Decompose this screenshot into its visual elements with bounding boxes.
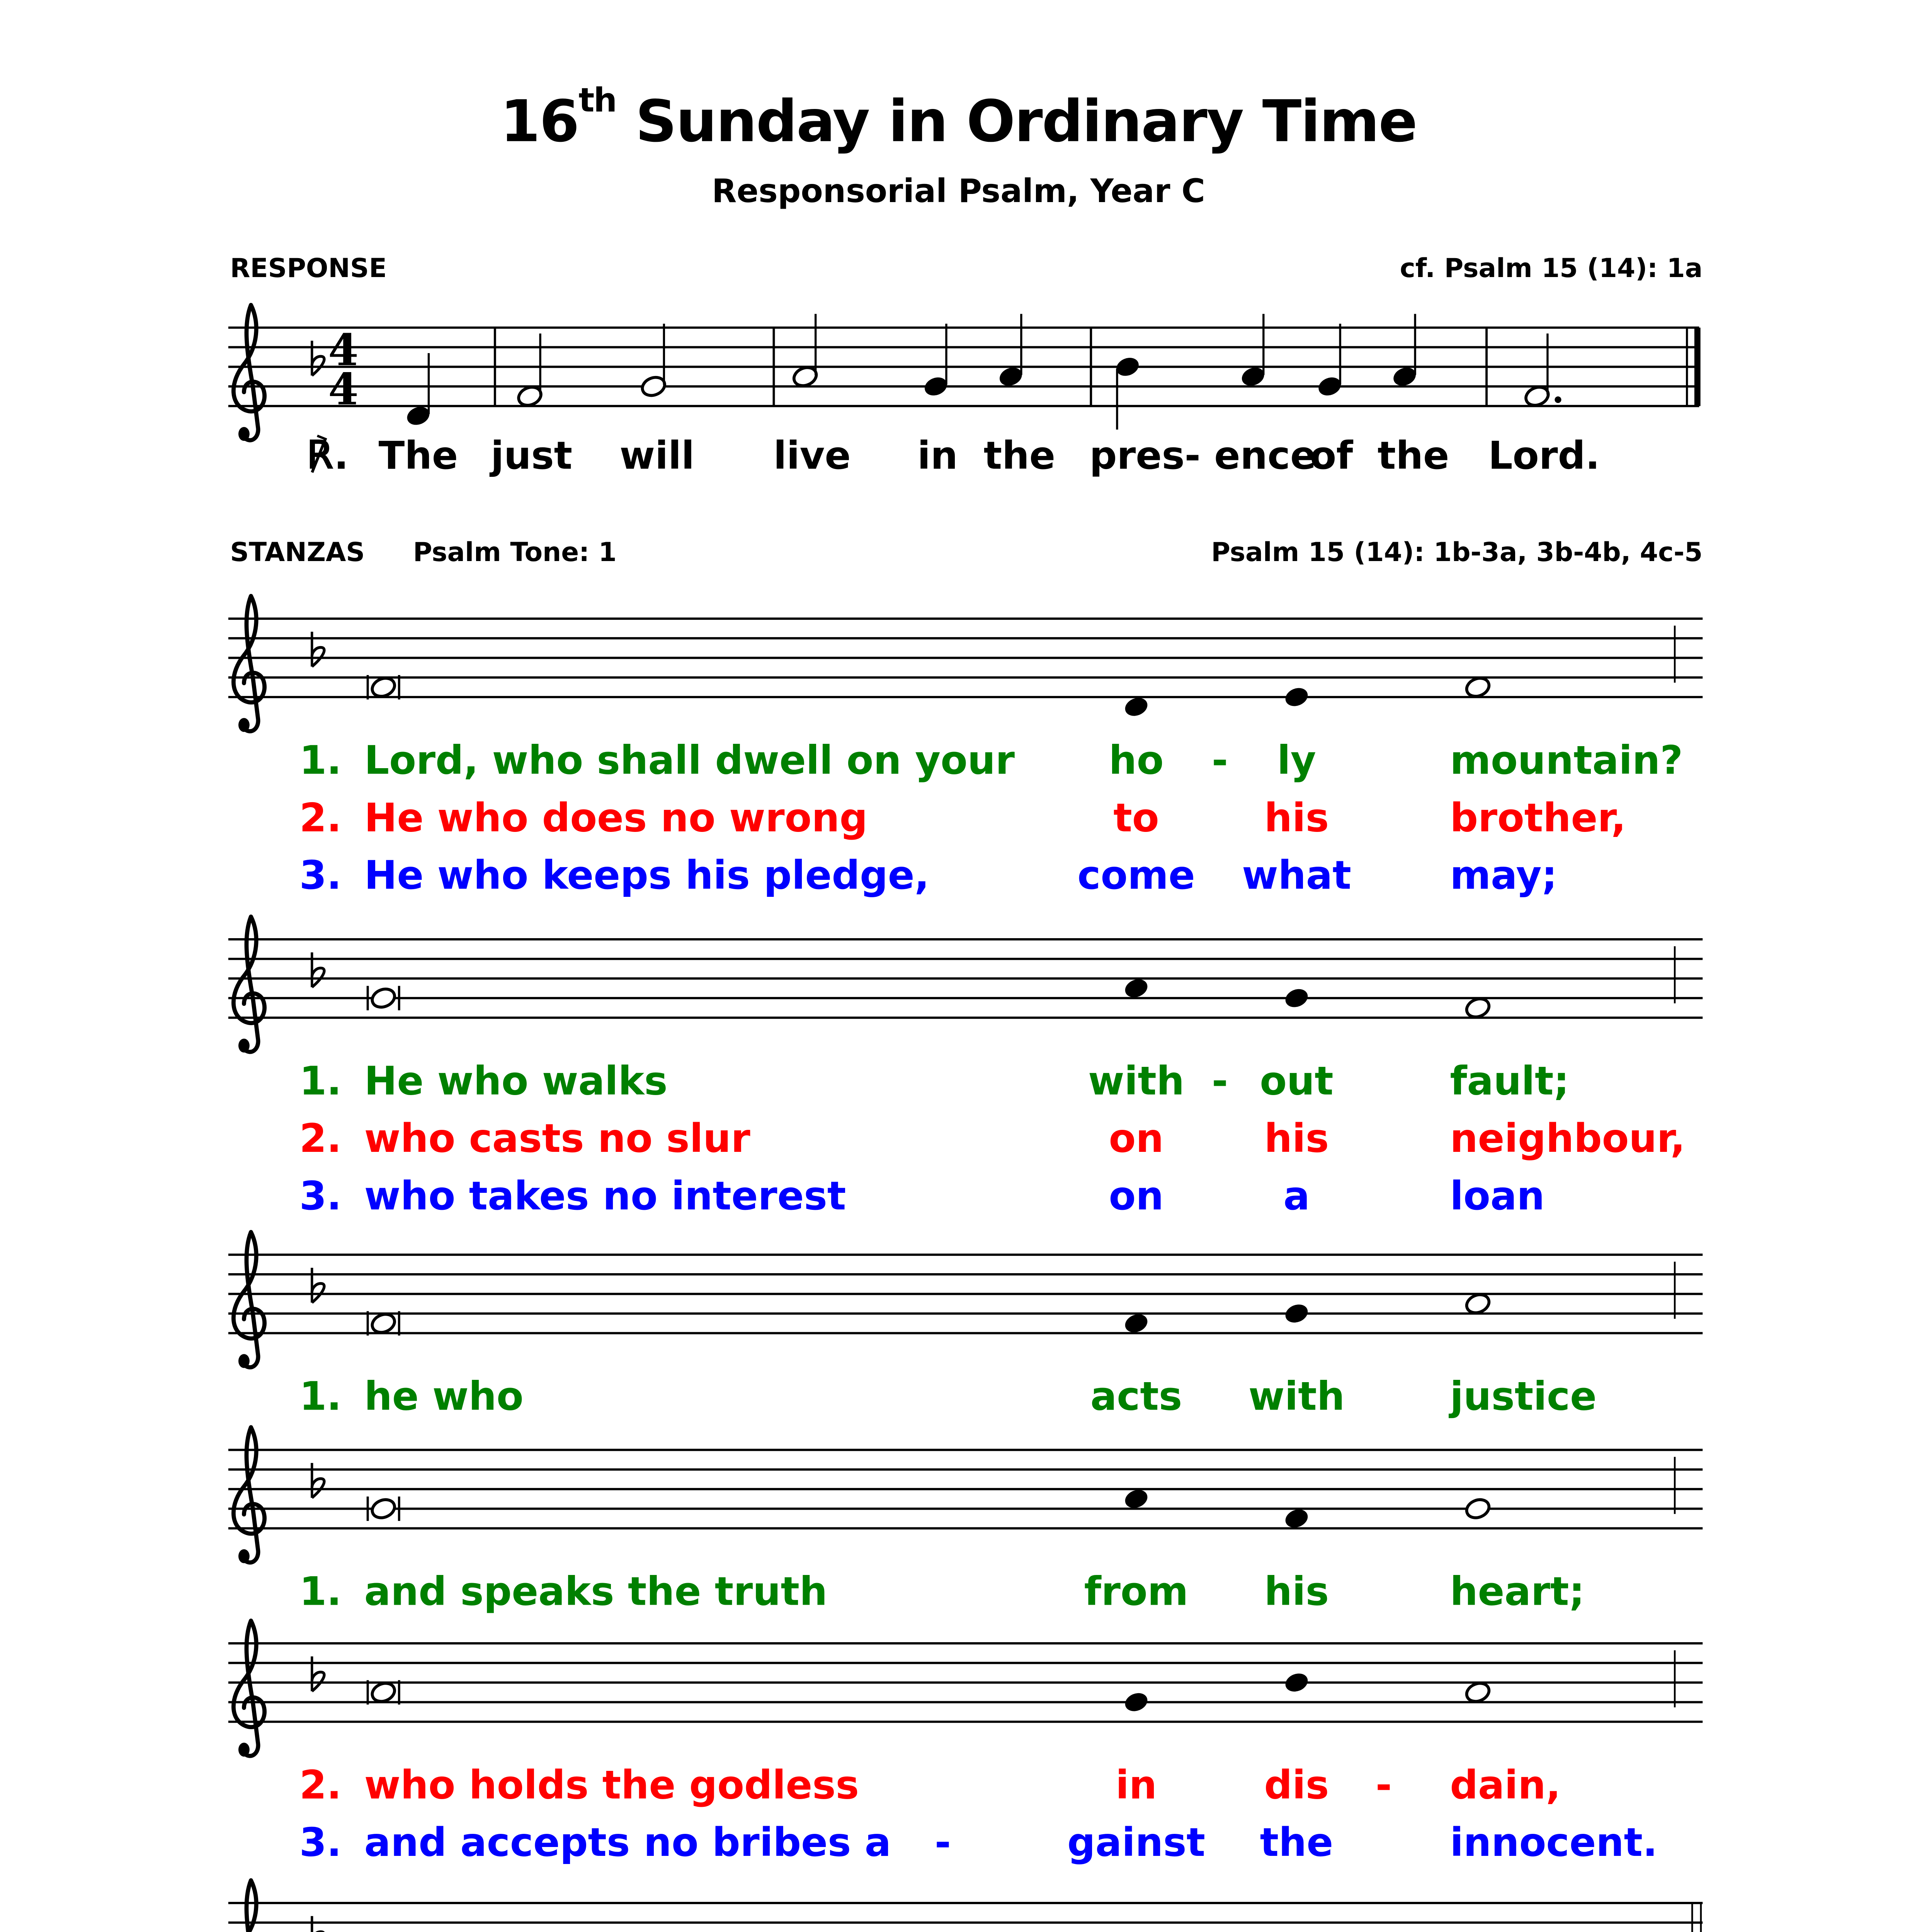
verse-text: and accepts no bribes a bbox=[364, 1821, 891, 1867]
syllable-hyphen: - bbox=[934, 1821, 951, 1867]
title-ordinal-suffix: th bbox=[578, 82, 616, 121]
response-syllable: in bbox=[917, 435, 958, 480]
tone-syllable-1: on bbox=[1109, 1117, 1164, 1163]
verse-text: who takes no interest bbox=[364, 1174, 846, 1220]
syllable-hyphen: - bbox=[1211, 739, 1228, 784]
verse-text: and speaks the truth bbox=[364, 1570, 828, 1616]
tone-syllable-1: from bbox=[1084, 1570, 1189, 1616]
verse-number: 2. bbox=[299, 1764, 342, 1809]
response-syllable: will bbox=[619, 435, 695, 480]
verse-number: 1. bbox=[299, 1060, 342, 1105]
page-subtitle: Responsorial Psalm, Year C bbox=[712, 174, 1205, 211]
verse-number: 3. bbox=[299, 854, 342, 900]
verse-text: He who walks bbox=[364, 1060, 668, 1105]
title-number: 16 bbox=[500, 87, 579, 155]
treble-clef-icon bbox=[233, 1880, 264, 1932]
tone-syllable-1: ho bbox=[1109, 739, 1164, 784]
syllable-hyphen: - bbox=[1375, 1764, 1392, 1809]
tone-syllable-3: loan bbox=[1450, 1174, 1545, 1220]
psalm-tone-label: Psalm Tone: 1 bbox=[413, 537, 617, 568]
response-syllable: ence bbox=[1214, 435, 1317, 480]
tone-syllable-2: what bbox=[1242, 854, 1351, 900]
verse-number: 3. bbox=[299, 1174, 342, 1220]
tone-syllable-1: to bbox=[1113, 796, 1159, 842]
response-syllable: live bbox=[773, 435, 851, 480]
verse-number: 2. bbox=[299, 796, 342, 842]
tone-syllable-2: a bbox=[1283, 1174, 1310, 1220]
tone-syllable-2: out bbox=[1260, 1060, 1334, 1105]
tone-syllable-1: in bbox=[1115, 1764, 1157, 1809]
tone-syllable-3: dain, bbox=[1450, 1764, 1561, 1809]
time-signature-top: 4 bbox=[328, 324, 359, 376]
response-syllable: of bbox=[1310, 435, 1353, 480]
response-syllable: pres- bbox=[1089, 435, 1201, 480]
verse-text: who casts no slur bbox=[364, 1117, 750, 1163]
verse-number: 1. bbox=[299, 1570, 342, 1616]
verse-text: he who bbox=[364, 1375, 524, 1420]
tone-syllable-2: the bbox=[1260, 1821, 1334, 1867]
verse-number: 3. bbox=[299, 1821, 342, 1867]
response-symbol: ℟. bbox=[306, 435, 349, 480]
tone-syllable-1: on bbox=[1109, 1174, 1164, 1220]
tone-syllable-3: mountain? bbox=[1450, 739, 1683, 784]
time-signature-bottom: 4 bbox=[328, 363, 359, 415]
tone-syllable-3: heart; bbox=[1450, 1570, 1585, 1616]
tone-syllable-1: with bbox=[1088, 1060, 1185, 1105]
tone-syllable-2: with bbox=[1248, 1375, 1345, 1420]
stanzas-label: STANZAS bbox=[230, 537, 365, 568]
tone-syllable-2: dis bbox=[1264, 1764, 1329, 1809]
tone-syllable-3: justice bbox=[1450, 1375, 1597, 1420]
verse-number: 2. bbox=[299, 1117, 342, 1163]
response-syllable: the bbox=[983, 435, 1056, 480]
response-syllable: the bbox=[1377, 435, 1449, 480]
syllable-hyphen: - bbox=[1211, 1060, 1228, 1105]
verse-text: He who keeps his pledge, bbox=[364, 854, 930, 900]
tone-syllable-3: may; bbox=[1450, 854, 1558, 900]
tone-syllable-1: come bbox=[1077, 854, 1195, 900]
verse-number: 1. bbox=[299, 1375, 342, 1420]
tone-syllable-2: ly bbox=[1277, 739, 1316, 784]
verse-text: Lord, who shall dwell on your bbox=[364, 739, 1015, 784]
tone-syllable-1: gainst bbox=[1067, 1821, 1206, 1867]
tone-syllable-3: innocent. bbox=[1450, 1821, 1658, 1867]
response-reference: cf. Psalm 15 (14): 1a bbox=[1400, 252, 1703, 284]
title-rest: Sunday in Ordinary Time bbox=[635, 87, 1417, 155]
verse-text: He who does no wrong bbox=[364, 796, 868, 842]
tone-syllable-2: his bbox=[1264, 1570, 1329, 1616]
stanzas-reference: Psalm 15 (14): 1b-3a, 3b-4b, 4c-5 bbox=[1211, 537, 1703, 568]
flat-sign-icon bbox=[312, 1916, 324, 1932]
response-syllable: Lord. bbox=[1488, 435, 1600, 480]
verse-number: 1. bbox=[299, 739, 342, 784]
tone-syllable-3: fault; bbox=[1450, 1060, 1570, 1105]
response-label: RESPONSE bbox=[230, 252, 387, 284]
verse-text: who holds the godless bbox=[364, 1764, 859, 1809]
tone-syllable-3: neighbour, bbox=[1450, 1117, 1686, 1163]
response-syllable: The bbox=[378, 435, 458, 480]
tone-syllable-2: his bbox=[1264, 796, 1329, 842]
tone-syllable-3: brother, bbox=[1450, 796, 1626, 842]
tone-syllable-2: his bbox=[1264, 1117, 1329, 1163]
response-syllable: just bbox=[490, 435, 573, 480]
tone-syllable-1: acts bbox=[1090, 1375, 1182, 1420]
